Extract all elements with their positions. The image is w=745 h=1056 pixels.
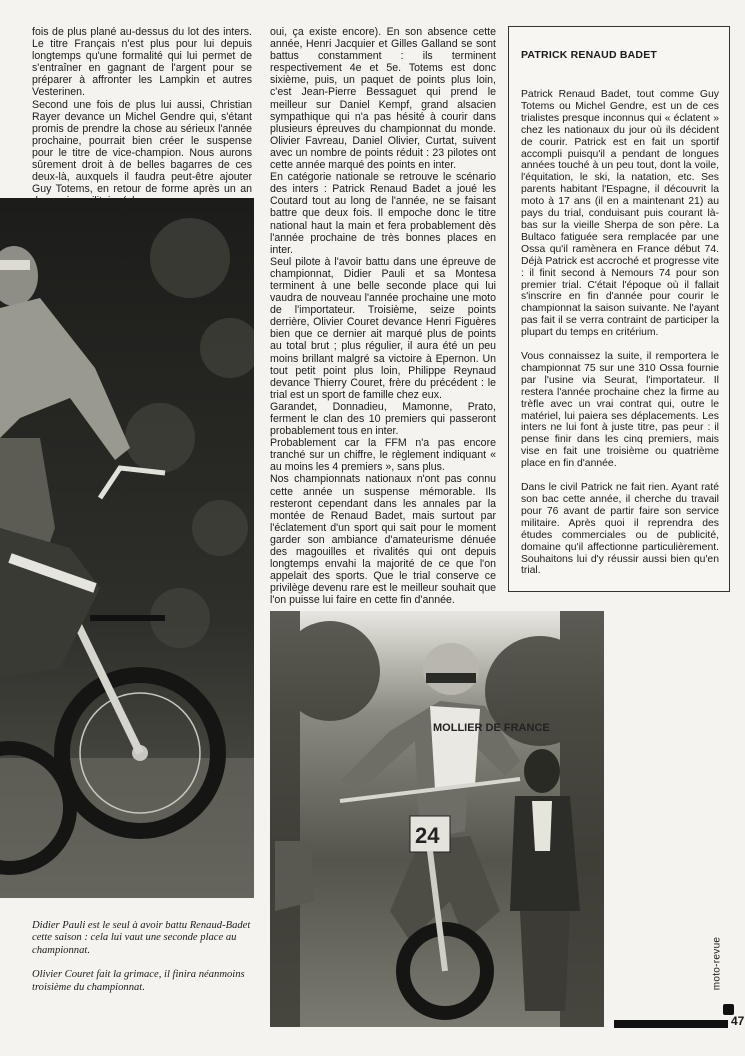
sidebar-paragraph: Dans le civil Patrick ne fait rien. Ayant raté son bac cette année, il cherche du travail pour 76 avant de partir faire son service militaire. Après quoi il reprendra des études commerciales ou de publicité, domaine qu'il affectionne particulièrement. Souhaitons lui d'y réussir aussi bien qu'en trial. <box>521 482 719 577</box>
number-plate: 24 <box>415 823 440 848</box>
article-paragraph: Probablement car la FFM n'a pas encore tranché sur un chiffre, le règlement indiquant « au moins les 4 premiers », sans plus. <box>270 437 496 474</box>
article-column-2 <box>270 26 496 607</box>
brand-vertical <box>711 930 740 1005</box>
photo-rider-left <box>0 198 254 898</box>
article-paragraph: oui, ça existe encore). En son absence cette année, Henri Jacquier et Gilles Galland se sont battus constamment : ils terminent respectivement 4e et 5e. Totems est donc sixième, puis, un paquet de points plus loin, c'est Jean-Pierre Bessaguet qui prend le meilleur sur Daniel Kempf, grand alsacien sympathique qui n'a pas hésité à courir dans plusieurs épreuves du championnat du monde. Olivier Favreau, Daniel Olivier, Curtat, suivent avec un nombre de points réduit : 23 pilotes ont cette année marqué des points en inter. <box>270 26 496 172</box>
sidebar-paragraph: Patrick Renaud Badet, tout comme Guy Totems ou Michel Gendre, est un de ces trialistes presque inconnus qui « éclatent » chez les nationaux du jour où ils décident de courir. Patrick est en fait un sportif accompli puisqu'il a pendant de longues années touché à un peu tout, dont la voile, l'équitation, le ski, la natation, etc. Ses parents habitant l'Espagne, il découvrit la moto à 17 ans (il en a maintenant 21) au pays du trial, conduisant puis courant là-bas sur la vieille Sherpa de son père. La Bultaco fatiguée sera remplacée par une Ossa qu'il ramènera en France début 74. Déjà Patrick est accroché et progresse vite : il finit second à Nemours 74 pour son premier trial. C'était l'époque où il fallait s'inscrire en fin d'année pour courir le championnat la saison suivante. Ne l'ayant pas fait il se verra contraint de participer la plupart du temps en critérium. <box>521 89 719 339</box>
sidebar-paragraph: Vous connaissez la suite, il remportera le championnat 75 sur une 310 Ossa fournie par l'usine via Seurat, l'importateur. Il restera l'année prochaine chez la firme au trèfle avec un vrai contrat qui, outre le matériel, lui paiera ses déplacements. Les inters ne lui font à juste titre, pas peur : il pense finir dans les cinq premiers, mais vise en fait une troisième ou quatrième place en fin d'année. <box>521 351 719 470</box>
article-paragraph: Second une fois de plus lui aussi, Christian Rayer devance un Michel Gendre qui, s'étant promis de prendre la chose au sérieux l'année prochaine, pourrait bien créer le suspense pour le titre de vice-champion. Nous aurons sûrement droit à de belles bagarres de ces deux-là, auxquels il faudra peut-être ajouter Guy Totems, en retour de forme après un an <box>32 98 252 196</box>
photo-rider-right <box>270 611 604 1027</box>
footer-bar <box>614 1020 728 1028</box>
article-paragraph: En catégorie nationale se retrouve le scénario des inters : Patrick Renaud Badet a joué les Coutard tout au long de l'année, ne se faisant battre que deux fois. Il empoche donc le titre national haut la main et fera probablement dès l'année prochaine de très bonnes places en inter. <box>270 171 496 256</box>
sidebar-title: PATRICK RENAUD BADET <box>521 49 658 61</box>
photo-captions <box>32 920 254 1006</box>
sidebar-box <box>508 26 730 592</box>
article-column-1 <box>32 26 252 207</box>
caption-text: Didier Pauli est le seul à avoir battu Renaud-Badet cette saison : cela lui vaut une seconde place au championnat. <box>32 920 251 956</box>
vest-text: MOLLIER DE FRANCE <box>433 722 550 734</box>
page-number: 47 <box>731 1014 745 1028</box>
brand-name: moto-revue <box>711 936 723 991</box>
caption-text: Olivier Couret fait la grimace, il finira néanmoins troisième du championnat. <box>32 969 245 993</box>
article-paragraph: Nos championnats nationaux n'ont pas connu cette année un suspense mémorable. Ils resteront cependant dans les annales par la montée de Renaud Badet, mais surtout par l'éclatement d'un sport qui sait pour le moment garder son ambiance d'amateurisme dénuée des magouilles et rivalités qui ont depuis longtemps envahi la majorité de ce que l'on appelait des sports. Que le trial conserve ce privilège devenu rare est le meilleur souhait que l'on puisse lui faire en cette fin d'année. <box>270 473 496 607</box>
article-paragraph: Seul pilote à l'avoir battu dans une épreuve de championnat, Didier Pauli et sa Montesa terminent à une belle seconde place qui lui vaudra de nouveau l'année prochaine une moto de l'importateur. Troisième, seize points derrière, Olivier Couret devance Henri Figuères bien que ce dernier ait marqué plus de points au total brut ; plus régulier, il aura été un peu moins brillant malgré sa victoire à Epernon. Un tout petit point plus loin, Philippe Reynaud devance Thierry Couret, frère du précédent : le trial est un sport de famille chez eux. <box>270 255 496 401</box>
article-paragraph: Garandet, Donnadieu, Mamonne, Prato, ferment le clan des 10 premiers qui passeront probablement tous en inter. <box>270 400 496 438</box>
article-paragraph: fois de plus plané au-dessus du lot des inters. Le titre Français n'est plus pour lui depuis longtemps qu'une formalité qui lui permet de s'entraîner en gagnant de l'argent pour se préparer à affronter les Lampkin et autres Vesterinen. <box>32 26 252 99</box>
